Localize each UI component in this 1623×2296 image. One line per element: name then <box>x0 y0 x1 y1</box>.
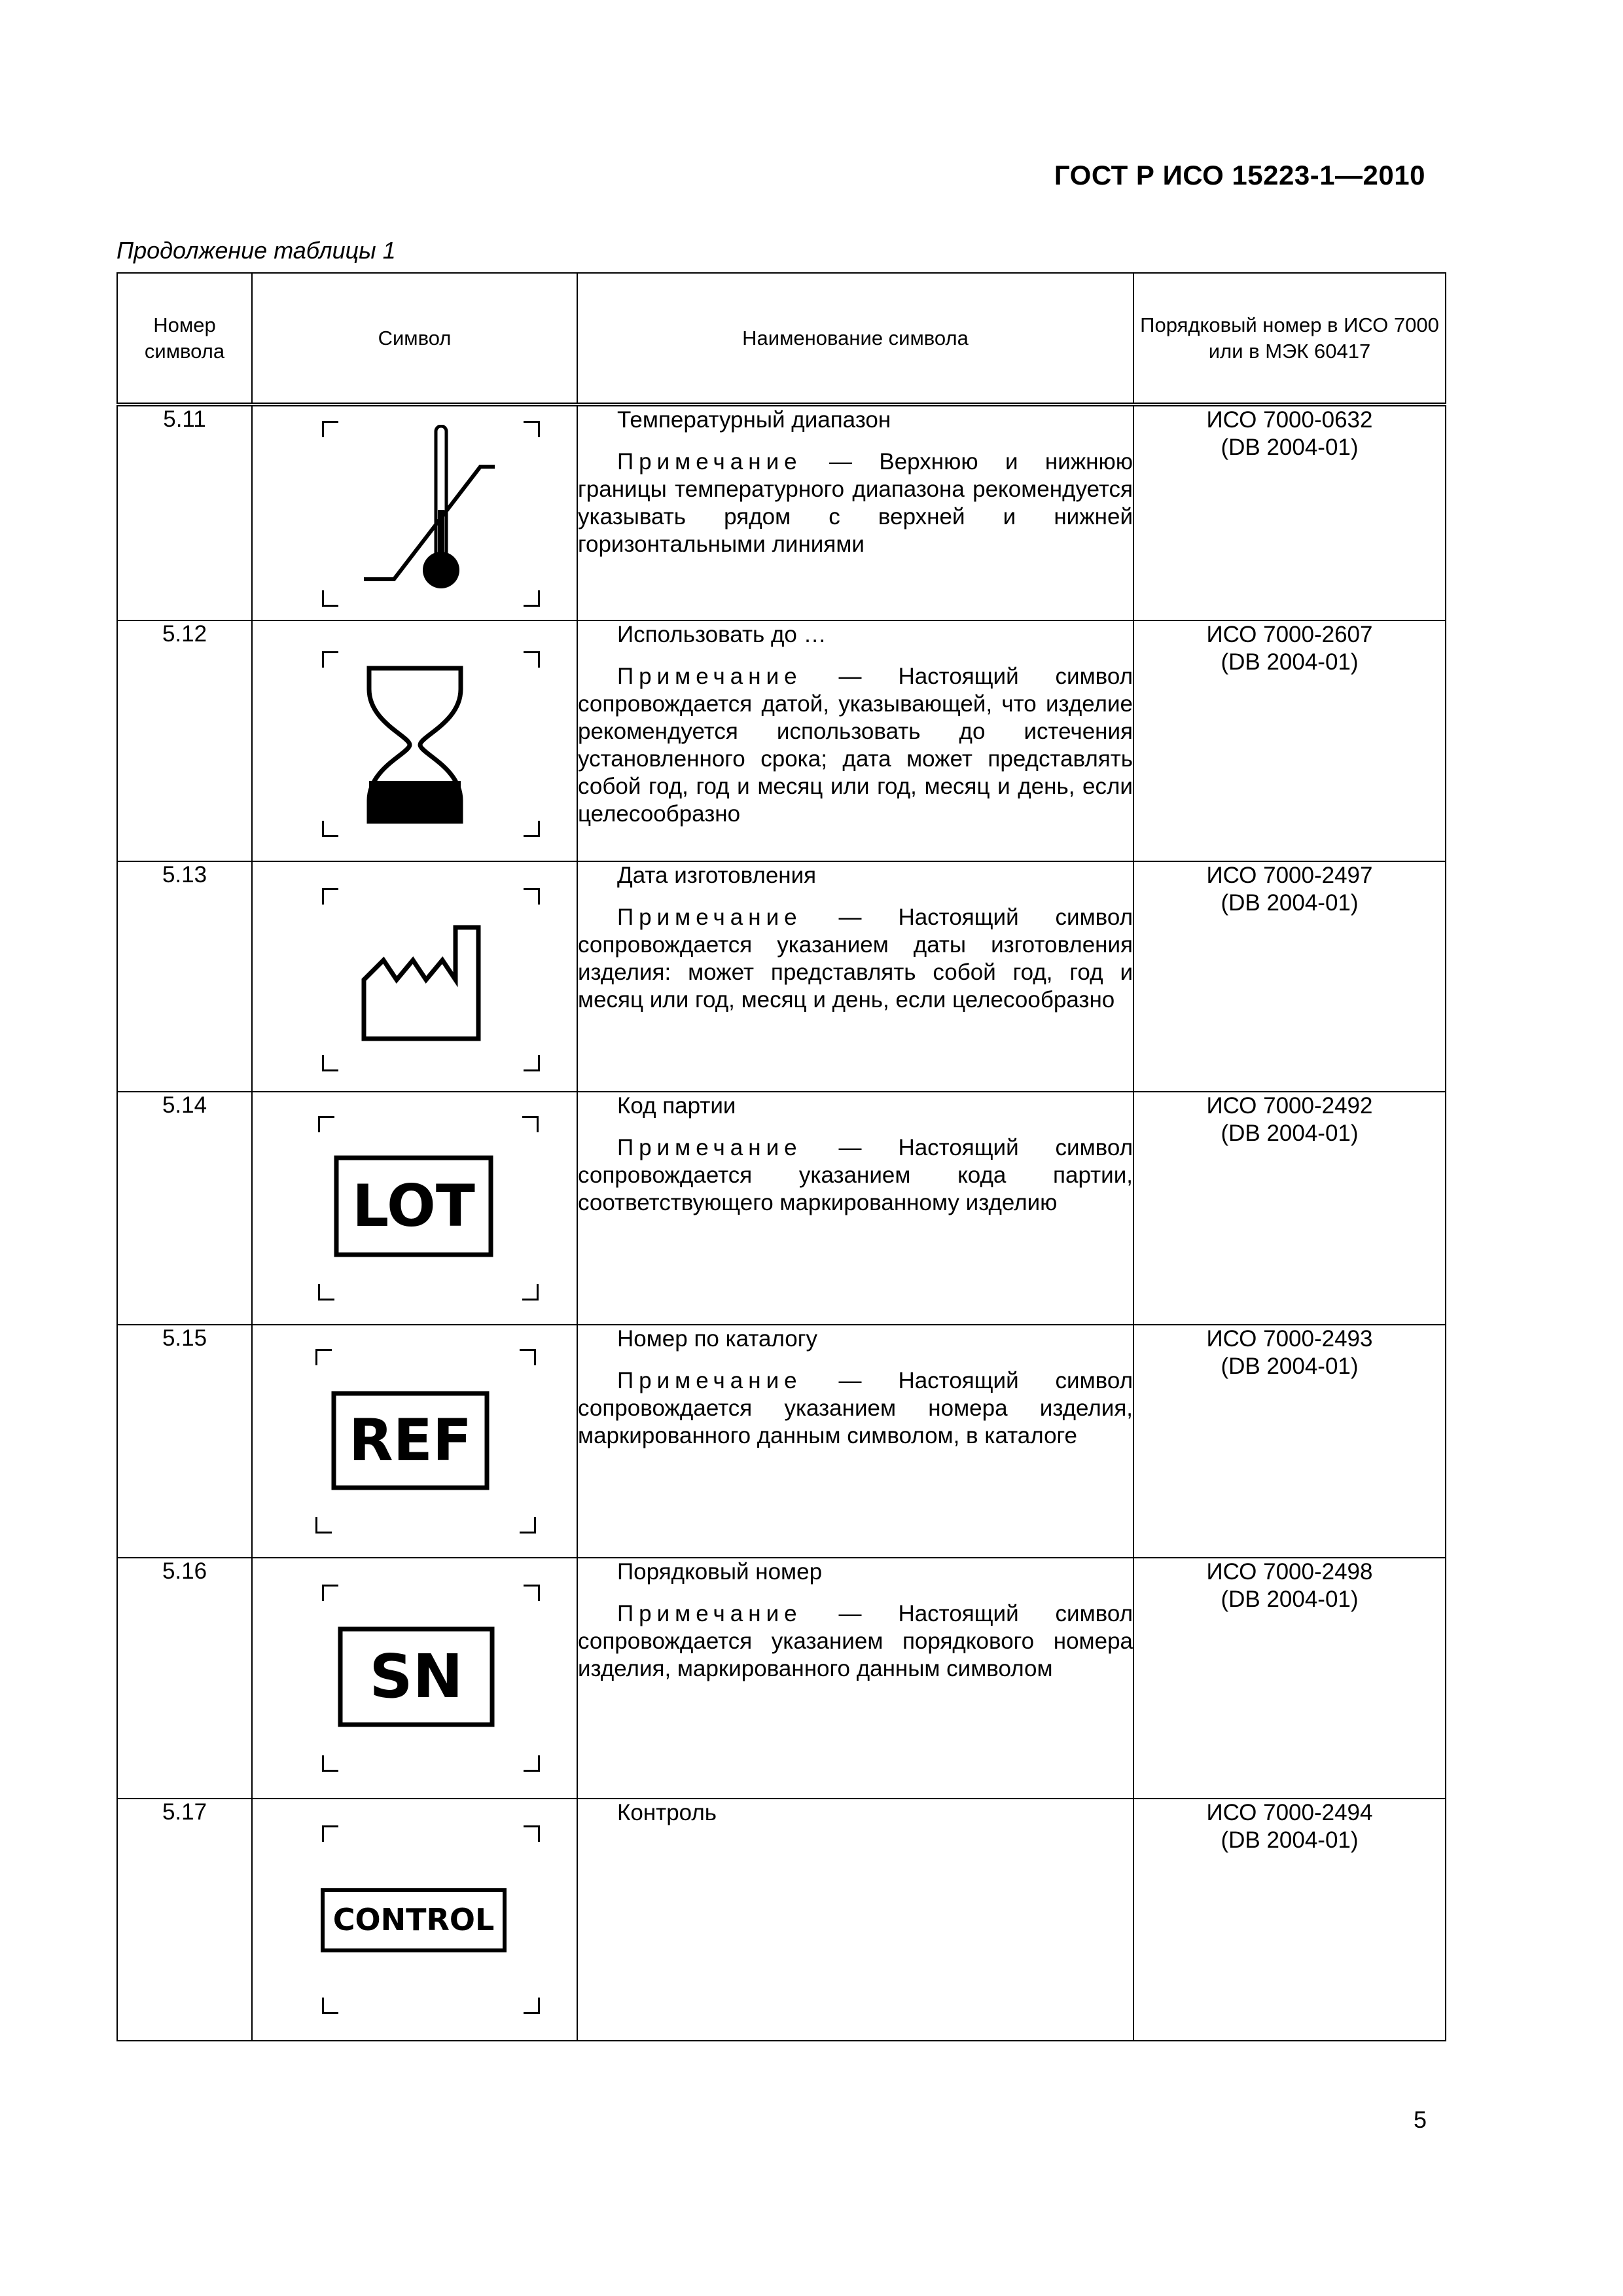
symbol-cell <box>252 620 577 861</box>
iso-ref-cell <box>1133 404 1446 620</box>
iso-ref-db: (DB 2004-01) <box>1221 1354 1359 1379</box>
symbol-name-cell <box>577 1799 1133 2041</box>
iso-ref-db: (DB 2004-01) <box>1221 890 1359 916</box>
table-row <box>117 861 1446 1092</box>
iso-ref-cell <box>1133 1325 1446 1558</box>
table-header-row <box>117 273 1446 404</box>
symbol-cell <box>252 1092 577 1325</box>
note-label: Примечание <box>617 664 802 689</box>
symbol-cell <box>252 1558 577 1799</box>
iso-ref-cell <box>1133 1092 1446 1325</box>
factory-manufacture-date-icon <box>351 914 495 1045</box>
iso-ref-cell <box>1133 1799 1446 2041</box>
symbol-name: Использовать до … <box>617 622 827 647</box>
iso-ref-db: (DB 2004-01) <box>1221 1121 1359 1146</box>
iso-ref: ИСО 7000-2607 <box>1206 622 1373 647</box>
iso-ref: ИСО 7000-2498 <box>1206 1559 1373 1585</box>
symbols-table <box>116 272 1446 2041</box>
symbol-number: 5.12 <box>117 620 252 861</box>
note-label: Примечание <box>617 1135 802 1160</box>
sn-icon-text: SN <box>369 1641 463 1712</box>
table-row <box>117 1558 1446 1799</box>
symbol-cell <box>252 1325 577 1558</box>
symbol-cell <box>252 861 577 1092</box>
symbol-number: 5.13 <box>117 861 252 1092</box>
column-header-ref: Порядковый номер в ИСО 7000 или в МЭК 60417 <box>1133 273 1446 404</box>
ref-icon <box>331 1391 490 1490</box>
iso-ref: ИСО 7000-2493 <box>1206 1326 1373 1352</box>
symbol-name-cell <box>577 1558 1133 1799</box>
note-text: — Верхнюю и нижнюю границы температурного диапазона рекомендуется указывать рядом с верхней и нижней горизонтальными линиями <box>578 449 1133 557</box>
column-header-symbol: Символ <box>252 273 577 404</box>
note-label: Примечание <box>617 449 802 475</box>
symbol-name-cell <box>577 1092 1133 1325</box>
note-text: — Настоящий символ сопровождается указанием кода партии, соответствующего маркированному изделию <box>578 1135 1133 1215</box>
table-row <box>117 404 1446 620</box>
symbol-number: 5.15 <box>117 1325 252 1558</box>
symbol-name-cell <box>577 861 1133 1092</box>
symbol-number: 5.11 <box>117 404 252 620</box>
note-text: — Настоящий символ сопровождается указанием порядкового номера изделия, маркированного данным символом <box>578 1601 1133 1681</box>
note-text: — Настоящий символ сопровождается указанием номера изделия, маркированного данным символом, в каталоге <box>578 1368 1133 1448</box>
note-text: — Настоящий символ сопровождается указанием даты изготовления изделия: может представлять собой год, год и месяц или год, месяц и день, если целесообразно <box>578 905 1133 1013</box>
symbol-number: 5.16 <box>117 1558 252 1799</box>
note-label: Примечание <box>617 1601 802 1626</box>
symbol-name: Номер по каталогу <box>617 1326 818 1352</box>
table-row <box>117 620 1446 861</box>
symbol-name: Контроль <box>617 1800 717 1825</box>
symbol-number: 5.14 <box>117 1092 252 1325</box>
iso-ref: ИСО 7000-2494 <box>1206 1800 1373 1825</box>
lot-icon-text: LOT <box>352 1172 475 1240</box>
table-caption: Продолжение таблицы 1 <box>116 237 396 264</box>
symbol-name: Порядковый номер <box>617 1559 823 1585</box>
iso-ref: ИСО 7000-2492 <box>1206 1093 1373 1119</box>
hourglass-use-by-icon <box>363 663 467 827</box>
iso-ref-cell <box>1133 620 1446 861</box>
sn-icon <box>338 1626 495 1727</box>
iso-ref-db: (DB 2004-01) <box>1221 1827 1359 1853</box>
table-row <box>117 1092 1446 1325</box>
iso-ref-cell <box>1133 861 1446 1092</box>
table-row <box>117 1325 1446 1558</box>
lot-icon <box>334 1155 493 1257</box>
iso-ref: ИСО 7000-0632 <box>1206 407 1373 433</box>
column-header-number: Номер символа <box>117 273 252 404</box>
symbol-name: Дата изготовления <box>617 863 817 888</box>
iso-ref-db: (DB 2004-01) <box>1221 649 1359 675</box>
note-label: Примечание <box>617 1368 802 1393</box>
symbol-name-cell <box>577 1325 1133 1558</box>
control-icon-text: CONTROL <box>332 1902 495 1937</box>
symbol-name: Код партии <box>617 1093 736 1119</box>
control-icon <box>321 1888 507 1952</box>
iso-ref-cell <box>1133 1558 1446 1799</box>
temperature-limit-icon <box>364 425 495 609</box>
page-number: 5 <box>1413 2106 1427 2133</box>
note-text: — Настоящий символ сопровождается датой, указывающей, что изделие рекомендуется использовать до истечения установленного срока; дата может представлять собой год, год и месяц или год, месяц и день, если целесообразно <box>578 664 1133 827</box>
symbol-name-cell <box>577 404 1133 620</box>
symbol-cell <box>252 1799 577 2041</box>
document-id: ГОСТ Р ИСО 15223-1—2010 <box>1054 160 1425 190</box>
symbol-name-cell <box>577 620 1133 861</box>
symbol-number: 5.17 <box>117 1799 252 2041</box>
column-header-name: Наименование символа <box>577 273 1133 404</box>
table-row <box>117 1799 1446 2041</box>
symbol-cell <box>252 404 577 620</box>
symbol-name: Температурный диапазон <box>617 407 891 433</box>
iso-ref: ИСО 7000-2497 <box>1206 863 1373 888</box>
iso-ref-db: (DB 2004-01) <box>1221 435 1359 460</box>
ref-icon-text: REF <box>349 1407 472 1474</box>
iso-ref-db: (DB 2004-01) <box>1221 1587 1359 1612</box>
note-label: Примечание <box>617 905 802 930</box>
